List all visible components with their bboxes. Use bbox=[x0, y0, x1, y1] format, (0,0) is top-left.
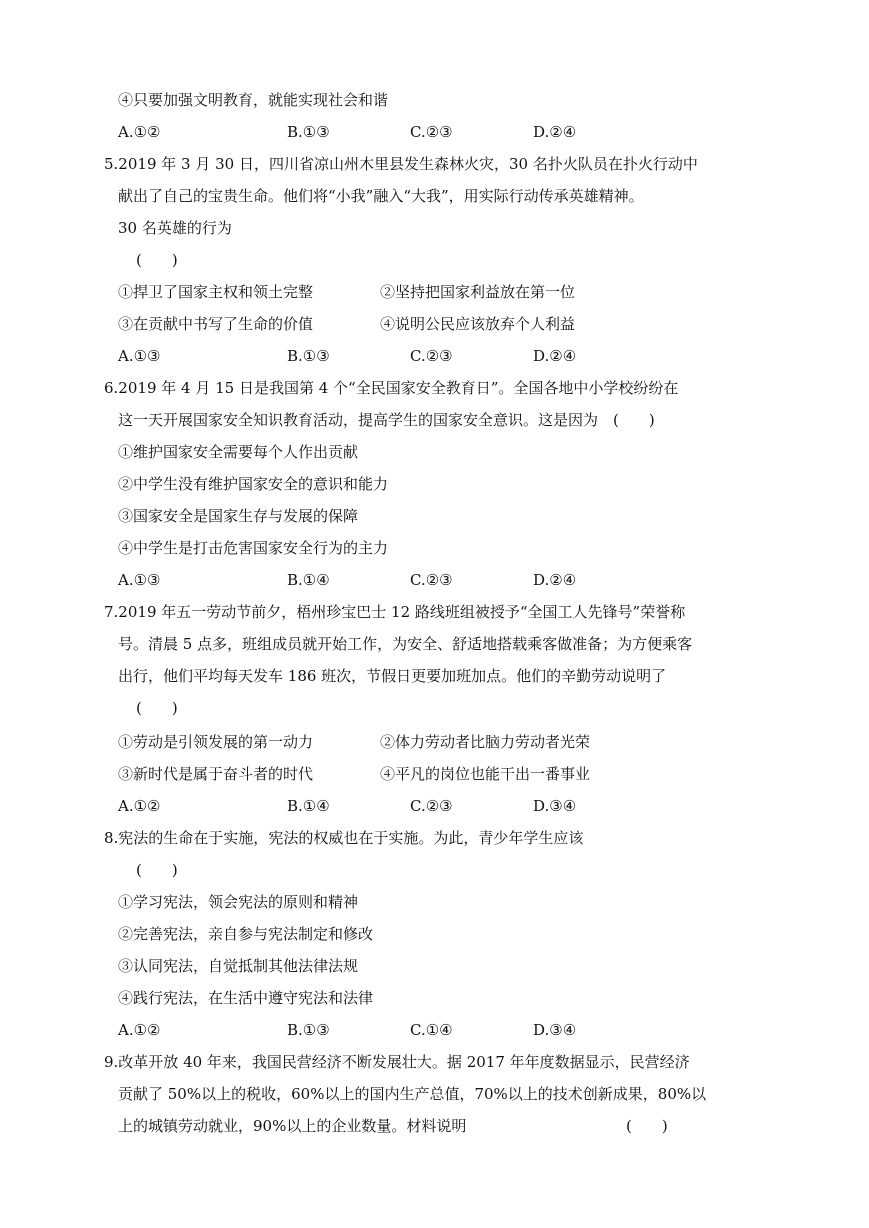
q8-item-2: ②完善宪法，亲自参与宪法制定和修改 bbox=[118, 925, 374, 943]
q4-item-4: ④只要加强文明教育，就能实现社会和谐 bbox=[118, 91, 389, 109]
q7-stem-line-3: 出行，他们平均每天发车 186 班次，节假日更要加班加点。他们的辛勤劳动说明了 bbox=[118, 667, 667, 685]
q7-item-3: ③新时代是属于奋斗者的时代 bbox=[118, 765, 314, 783]
q8-item-1: ①学习宪法，领会宪法的原则和精神 bbox=[118, 893, 359, 911]
q7-stem-line-2: 号。清晨 5 点多，班组成员就开始工作，为安全、舒适地搭载乘客做准备；为方便乘客 bbox=[118, 635, 693, 653]
q5-answer-paren: ( ) bbox=[136, 251, 178, 269]
q5-item-3: ③在贡献中书写了生命的价值 bbox=[118, 315, 314, 333]
q4-choice-c: C.②③ bbox=[410, 123, 453, 141]
q8-choice-a: A.①② bbox=[118, 1021, 161, 1039]
q7-choice-b: B.①④ bbox=[287, 797, 330, 815]
q4-choice-b: B.①③ bbox=[287, 123, 330, 141]
q5-choice-b: B.①③ bbox=[287, 347, 330, 365]
q6-item-4: ④中学生是打击危害国家安全行为的主力 bbox=[118, 539, 389, 557]
q8-stem-line-1: 8.宪法的生命在于实施，宪法的权威也在于实施。为此，青少年学生应该 bbox=[104, 829, 584, 847]
q5-item-4: ④说明公民应该放弃个人利益 bbox=[380, 315, 576, 333]
q9-stem-line-2: 贡献了 50%以上的税收，60%以上的国内生产总值，70%以上的技术创新成果，80%以 bbox=[118, 1085, 707, 1103]
q5-choice-c: C.②③ bbox=[410, 347, 453, 365]
q9-stem-line-1: 9.改革开放 40 年来，我国民营经济不断发展壮大。据 2017 年年度数据显示，民营经济 bbox=[104, 1053, 690, 1071]
q8-item-4: ④践行宪法，在生活中遵守宪法和法律 bbox=[118, 989, 374, 1007]
q6-item-2: ②中学生没有维护国家安全的意识和能力 bbox=[118, 475, 389, 493]
q6-stem-line-2: 这一天开展国家安全知识教育活动，提高学生的国家安全意识。这是因为 ( ) bbox=[118, 411, 655, 429]
q5-item-2: ②坚持把国家利益放在第一位 bbox=[380, 283, 576, 301]
q7-item-2: ②体力劳动者比脑力劳动者光荣 bbox=[380, 733, 591, 751]
q7-item-4: ④平凡的岗位也能干出一番事业 bbox=[380, 765, 591, 783]
q5-stem-line-1: 5.2019 年 3 月 30 日，四川省凉山州木里县发生森林火灾，30 名扑火队员在扑火行动中 bbox=[104, 155, 698, 173]
q6-item-1: ①维护国家安全需要每个人作出贡献 bbox=[118, 443, 359, 461]
q5-item-1: ①捍卫了国家主权和领土完整 bbox=[118, 283, 314, 301]
q8-choice-c: C.①④ bbox=[410, 1021, 453, 1039]
q6-choice-c: C.②③ bbox=[410, 571, 453, 589]
q8-choice-d: D.③④ bbox=[533, 1021, 577, 1039]
q6-choice-b: B.①④ bbox=[287, 571, 330, 589]
q6-choice-a: A.①③ bbox=[118, 571, 161, 589]
q6-choice-d: D.②④ bbox=[533, 571, 577, 589]
q7-item-1: ①劳动是引领发展的第一动力 bbox=[118, 733, 314, 751]
q7-stem-line-1: 7.2019 年五一劳动节前夕，梧州珍宝巴士 12 路线班组被授予“全国工人先锋号”荣誉称 bbox=[104, 603, 686, 621]
q5-choice-a: A.①③ bbox=[118, 347, 161, 365]
q5-stem-line-3: 30 名英雄的行为 bbox=[118, 219, 232, 237]
q7-choice-a: A.①② bbox=[118, 797, 161, 815]
q5-choice-d: D.②④ bbox=[533, 347, 577, 365]
q7-answer-paren: ( ) bbox=[136, 699, 178, 717]
q8-item-3: ③认同宪法，自觉抵制其他法律法规 bbox=[118, 957, 359, 975]
q7-choice-c: C.②③ bbox=[410, 797, 453, 815]
q9-answer-paren: ( ) bbox=[626, 1117, 668, 1135]
q4-choice-a: A.①② bbox=[118, 123, 161, 141]
q9-stem-line-3: 上的城镇劳动就业，90%以上的企业数量。材料说明 bbox=[118, 1117, 467, 1135]
q8-choice-b: B.①③ bbox=[287, 1021, 330, 1039]
q8-answer-paren: ( ) bbox=[136, 861, 178, 879]
q5-stem-line-2: 献出了自己的宝贵生命。他们将“小我”融入“大我”，用实际行动传承英雄精神。 bbox=[118, 187, 644, 205]
q6-item-3: ③国家安全是国家生存与发展的保障 bbox=[118, 507, 359, 525]
q6-stem-line-1: 6.2019 年 4 月 15 日是我国第 4 个“全民国家安全教育日”。全国各地中小学校纷纷在 bbox=[104, 379, 679, 397]
q7-choice-d: D.③④ bbox=[533, 797, 577, 815]
q4-choice-d: D.②④ bbox=[533, 123, 577, 141]
